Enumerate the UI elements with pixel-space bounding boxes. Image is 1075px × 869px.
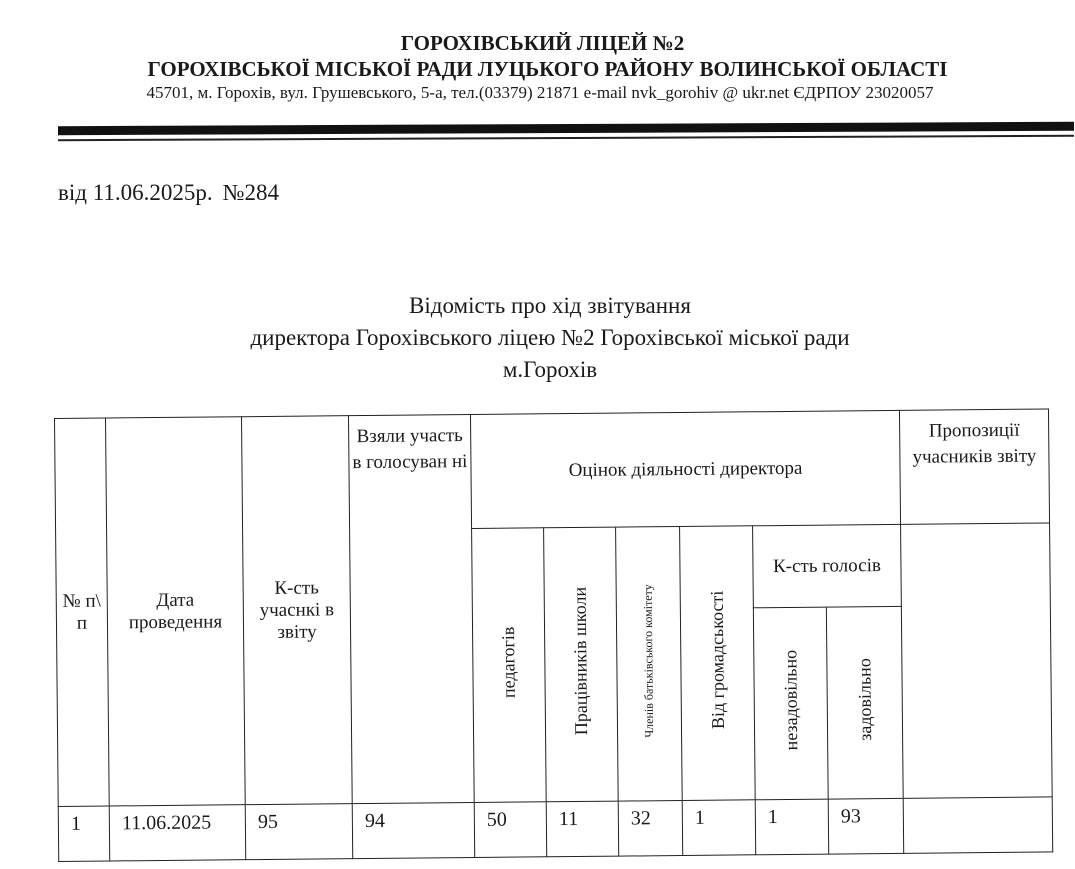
header-proposals-empty bbox=[901, 523, 1053, 798]
header-date: Дата проведення bbox=[106, 417, 246, 806]
report-table bbox=[54, 408, 1053, 862]
document-title bbox=[100, 290, 1000, 386]
cell-proposals bbox=[903, 797, 1053, 853]
header-parents-committee: Членів батьківського комітету bbox=[616, 527, 683, 802]
cell-participants-count: 95 bbox=[245, 804, 353, 860]
header-participants-count: К-сть учаснкі в звіту bbox=[241, 416, 352, 805]
title-line-3: м.Горохів bbox=[502, 357, 598, 382]
title-line-2: директора Горохівського ліцею №2 Горохівської міської ради bbox=[250, 325, 850, 350]
cell-date: 11.06.2025 bbox=[109, 805, 246, 861]
school-contacts: 45701, м. Горохів, вул. Грушевського, 5-а, тел.(03379) 21871 e-mail nvk_gorohiv @ ukr.net ЄДРПОУ 23020057 bbox=[146, 83, 934, 102]
title-line-1: Відомість про хід звітування bbox=[409, 293, 691, 318]
cell-teachers: 50 bbox=[474, 802, 547, 858]
document-date-number bbox=[58, 180, 279, 206]
cell-no: 1 bbox=[58, 806, 110, 861]
header-no: № п\ п bbox=[55, 418, 110, 806]
letterhead bbox=[0, 30, 1075, 104]
cell-parents-committee: 32 bbox=[618, 800, 683, 856]
cell-voted: 94 bbox=[352, 802, 475, 858]
header-proposals: Пропозиції учасників звіту bbox=[899, 409, 1049, 524]
cell-satisfactory: 93 bbox=[828, 798, 904, 854]
school-authority: ГОРОХІВСЬКОЇ МІСЬКОЇ РАДИ ЛУЦЬКОГО РАЙОНУ ВОЛИНСЬКОЇ ОБЛАСТІ bbox=[147, 57, 948, 81]
header-teachers: педагогів bbox=[472, 528, 547, 803]
header-voted: Взяли участь в голосуван ні bbox=[348, 415, 474, 804]
cell-unsatisfactory: 1 bbox=[755, 799, 829, 855]
header-school-staff: Працівників школи bbox=[544, 527, 619, 802]
header-votes-count: К-сть голосів bbox=[753, 524, 902, 607]
cell-community: 1 bbox=[682, 800, 756, 856]
school-name: ГОРОХІВСЬКИЙ ЛІЦЕЙ №2 bbox=[400, 31, 685, 55]
header-assessment: Оцінок діяльності директора bbox=[470, 410, 900, 528]
header-unsatisfactory: незадовільно bbox=[753, 607, 828, 800]
document-date: від 11.06.2025р. bbox=[58, 180, 213, 205]
letterhead-divider bbox=[58, 122, 1074, 146]
header-community: Від громадськості bbox=[680, 526, 756, 801]
header-satisfactory: задовільно bbox=[826, 606, 903, 799]
cell-school-staff: 11 bbox=[546, 801, 619, 857]
table-row bbox=[58, 797, 1052, 862]
document-number: №284 bbox=[222, 180, 280, 205]
